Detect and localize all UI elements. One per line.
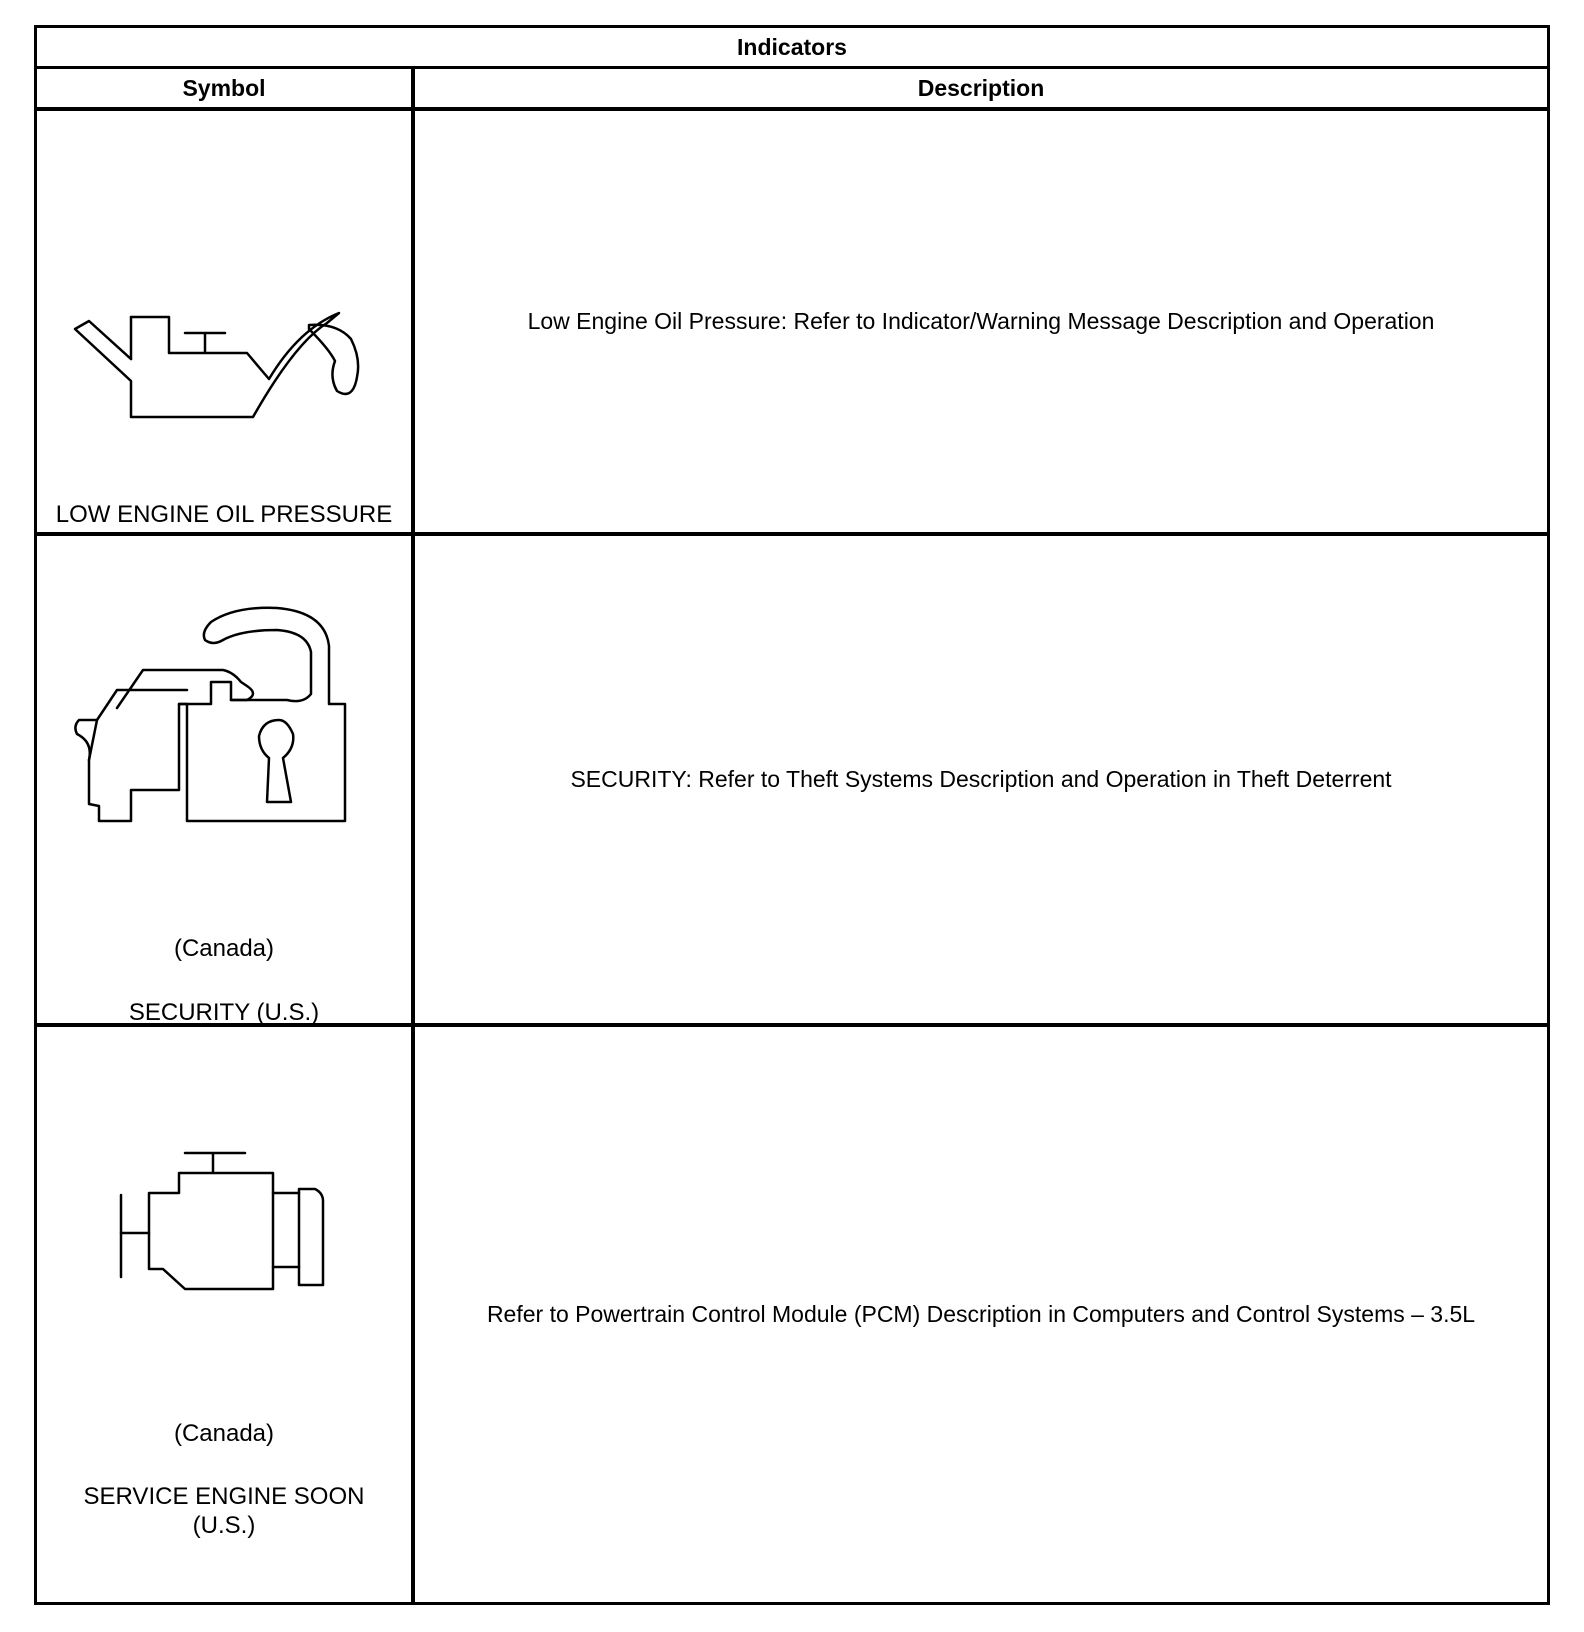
oil-can-icon [37, 111, 411, 532]
symbol-cell [37, 1027, 415, 1602]
table-row [37, 111, 1547, 536]
symbol-label: LOW ENGINE OIL PRESSURE [55, 501, 393, 528]
description-cell: Low Engine Oil Pressure: Refer to Indicator/Warning Message Description and Operation [527, 308, 1435, 334]
description-column-header: Description [415, 69, 1547, 111]
table-title: Indicators [37, 28, 1547, 69]
symbol-cell [37, 536, 415, 1026]
symbol-label: (Canada) [173, 935, 275, 962]
symbol-cell [37, 111, 415, 532]
table-row [37, 536, 1547, 1027]
symbol-label: (Canada) [173, 1420, 275, 1447]
indicators-table [34, 25, 1550, 1605]
description-cell: SECURITY: Refer to Theft Systems Description and Operation in Theft Deterrent [570, 766, 1392, 792]
description-cell: Refer to Powertrain Control Module (PCM) Description in Computers and Control Systems – 3.5L [486, 1301, 1476, 1327]
table-row [37, 1027, 1547, 1602]
symbol-label: SECURITY (U.S.) [128, 999, 320, 1026]
symbol-label: SERVICE ENGINE SOON (U.S.) [83, 1483, 365, 1539]
symbol-column-header: Symbol [37, 69, 415, 111]
